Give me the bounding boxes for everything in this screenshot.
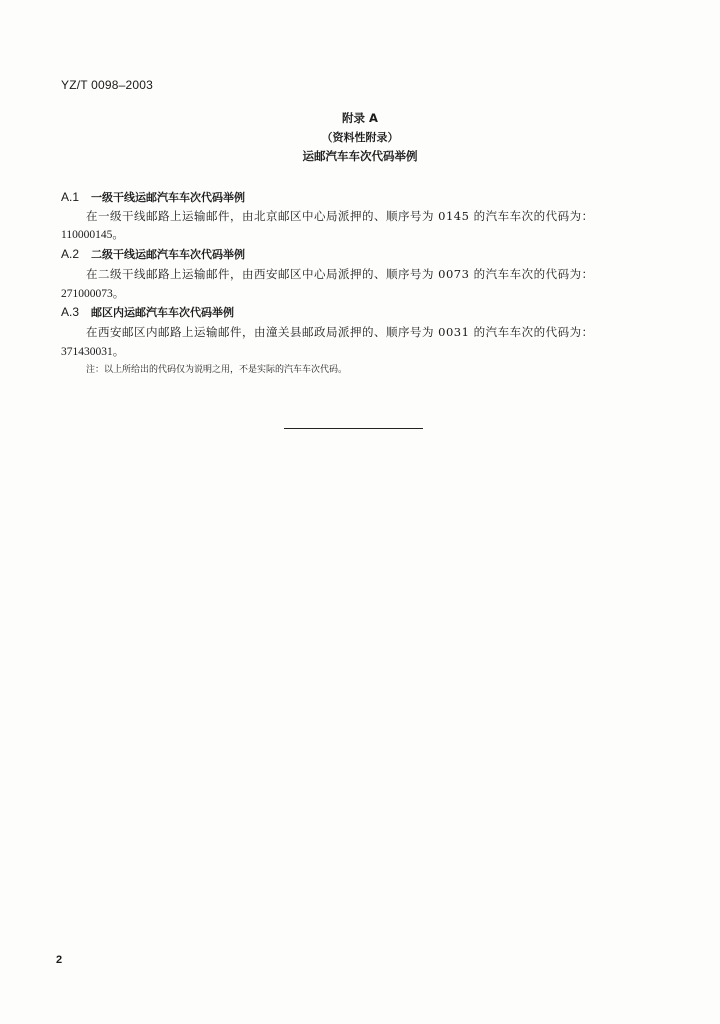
- section-number: A.1: [61, 190, 80, 204]
- section-title: 二级干线运邮汽车车次代码举例: [91, 248, 245, 261]
- end-rule: [284, 428, 423, 429]
- page-number: 2: [56, 954, 63, 966]
- section-heading: [61, 189, 245, 205]
- appendix-subtitle: 运邮汽车车次代码举例: [302, 149, 418, 163]
- section-number: A.3: [61, 305, 80, 319]
- section-code: 271000073。: [61, 288, 125, 300]
- appendix-title: 附录 A: [342, 111, 378, 125]
- section-code: 371430031。: [61, 346, 125, 358]
- section-paragraph: 在二级干线邮路上运输邮件，由西安邮区中心局派押的、顺序号为 0073 的汽车车次的代码为：: [86, 267, 594, 281]
- section-paragraph: 在一级干线邮路上运输邮件，由北京邮区中心局派押的、顺序号为 0145 的汽车车次的代码为：: [86, 209, 594, 223]
- section-heading: [61, 246, 245, 262]
- footnote: 注：以上所给出的代码仅为说明之用，不是实际的汽车车次代码。: [86, 365, 348, 375]
- appendix-type: （资料性附录）: [321, 131, 399, 144]
- section-number: A.2: [61, 247, 80, 261]
- section-code: 110000145。: [61, 229, 124, 241]
- standard-code: YZ/T 0098–2003: [61, 78, 153, 92]
- section-title: 邮区内运邮汽车车次代码举例: [91, 306, 234, 319]
- section-paragraph: 在西安邮区内邮路上运输邮件，由潼关县邮政局派押的、顺序号为 0031 的汽车车次的代码为：: [86, 325, 594, 339]
- section-title: 一级干线运邮汽车车次代码举例: [91, 191, 245, 204]
- section-heading: [61, 304, 234, 320]
